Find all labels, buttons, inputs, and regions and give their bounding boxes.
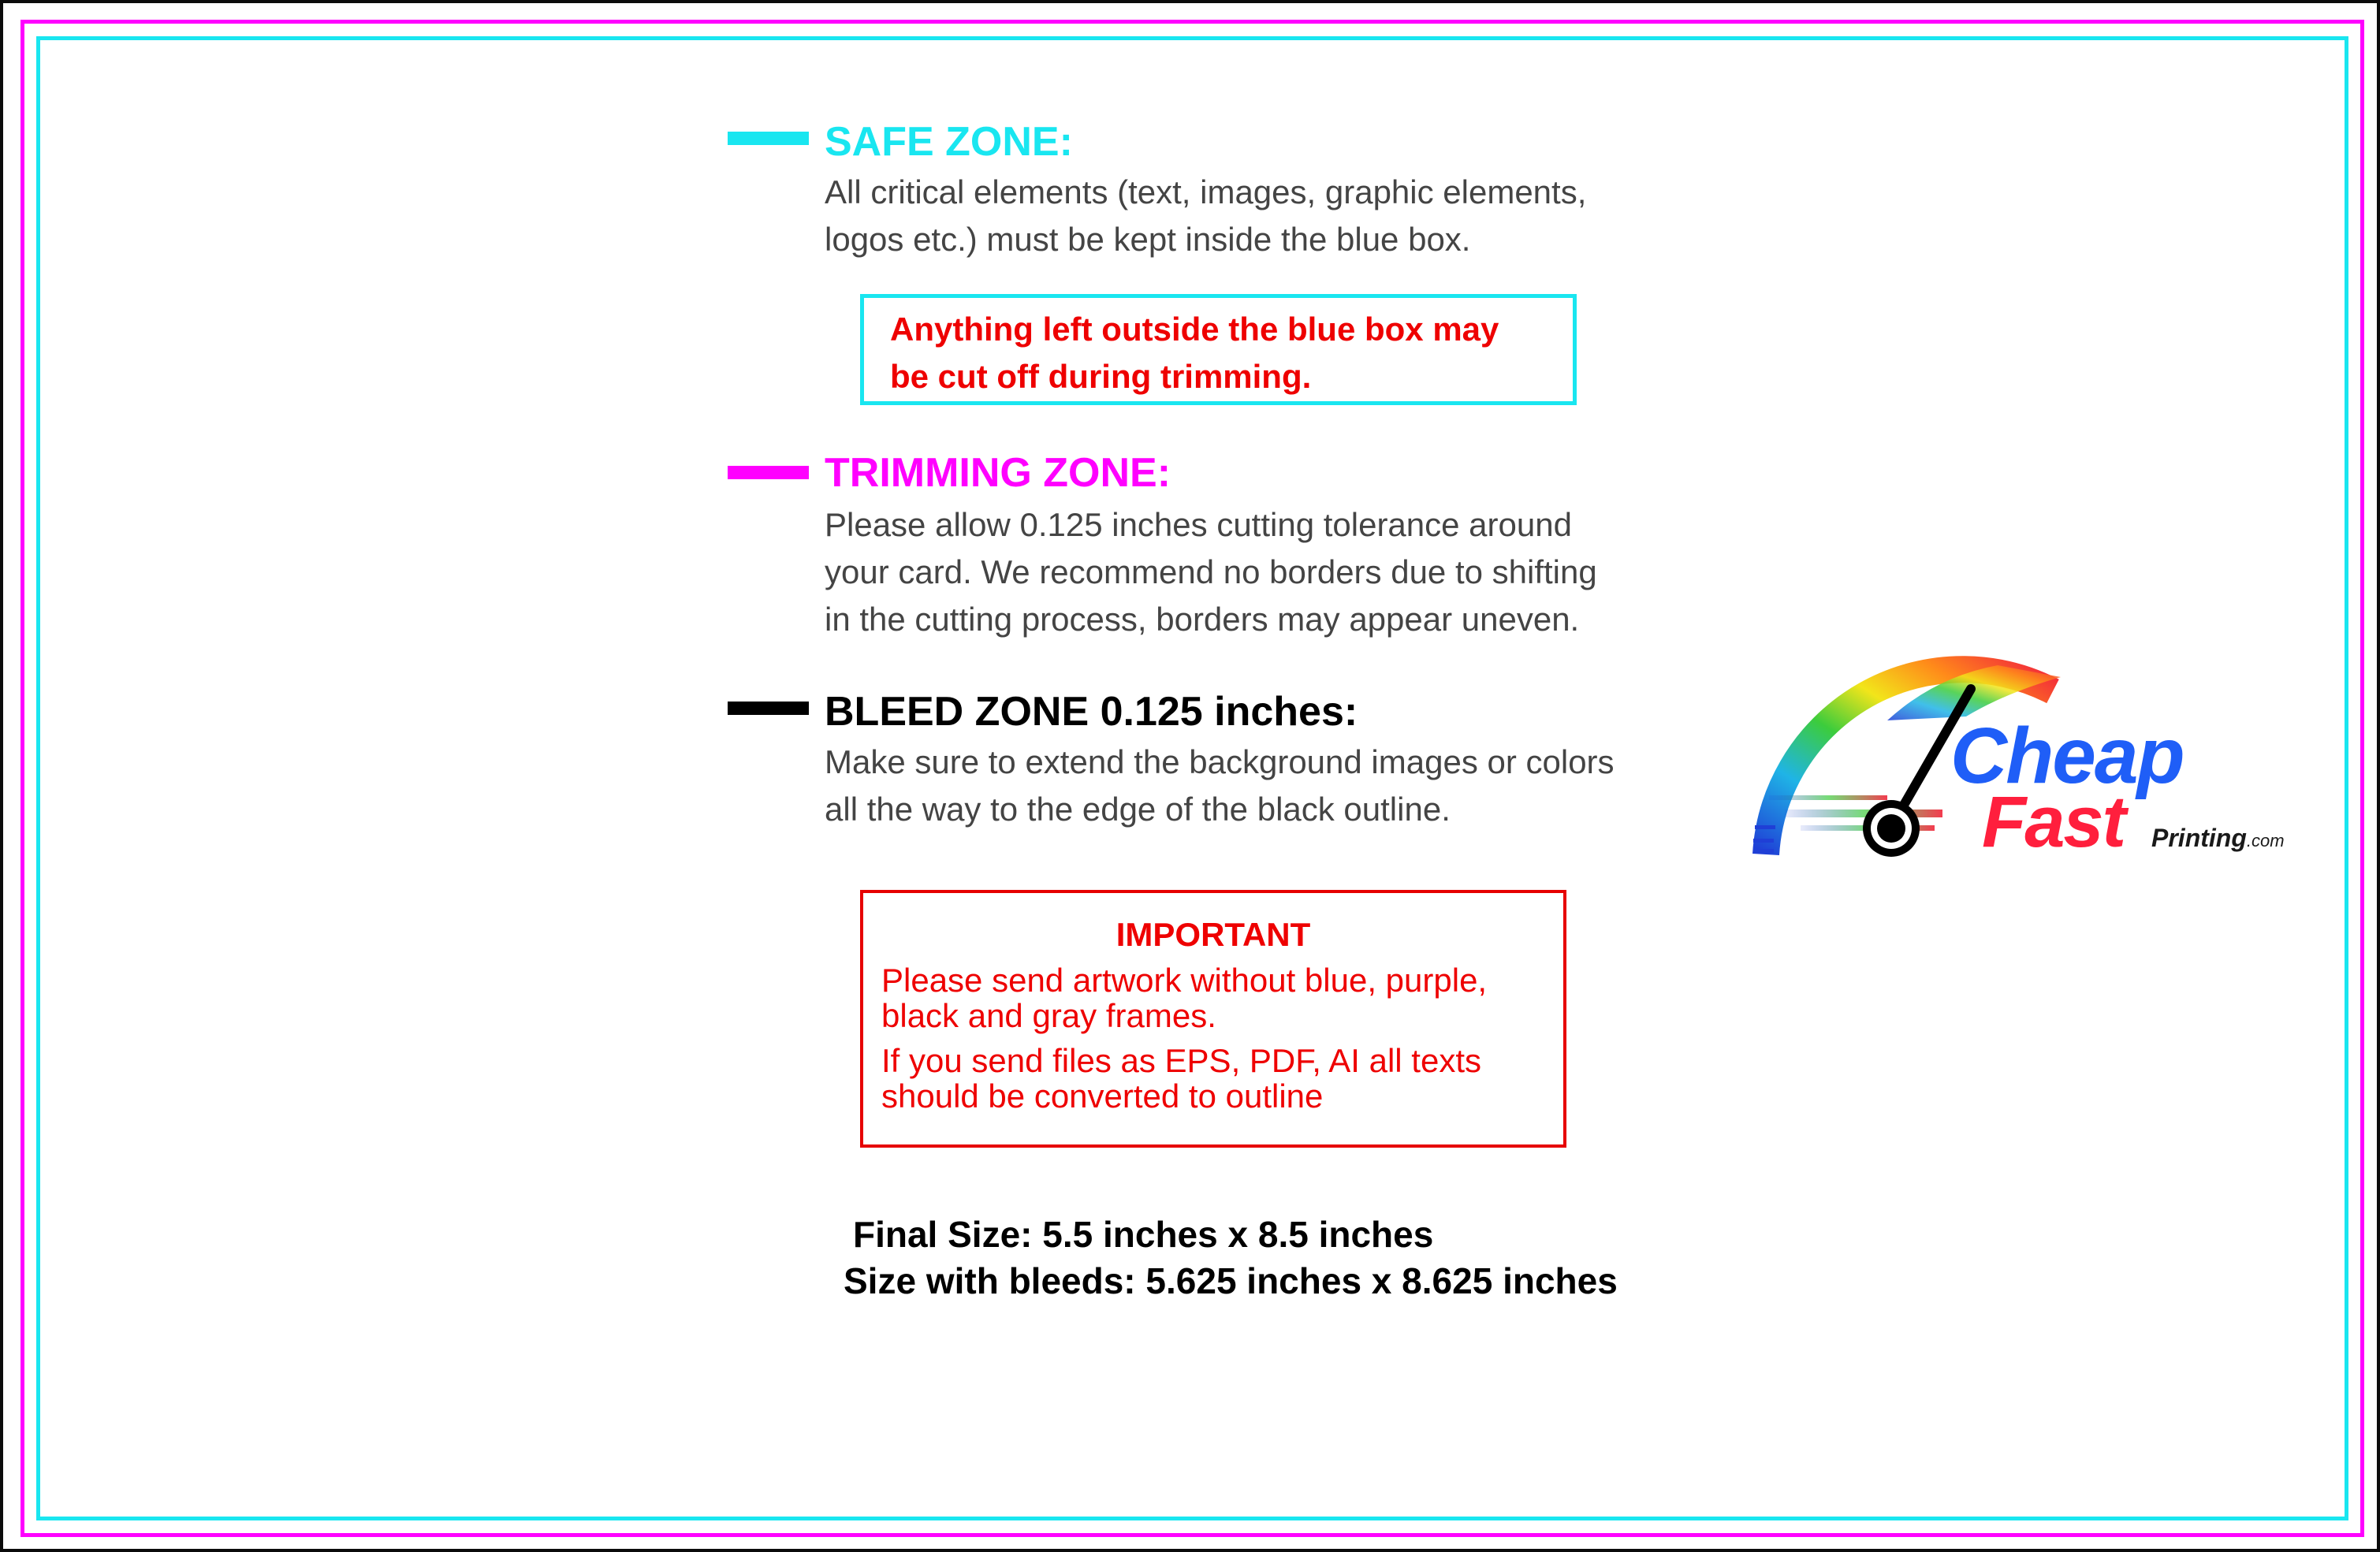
logo-domain-suffix: .com — [2246, 831, 2285, 850]
important-paragraph — [881, 1043, 1481, 1114]
logo-word-fast: Fast — [1982, 782, 2125, 862]
important-line: Please send artwork without blue, purple, — [881, 962, 1488, 999]
logo-word-cheap: Cheap — [1950, 712, 2184, 800]
trimming-zone-description — [825, 501, 1597, 643]
important-line: should be converted to outline — [881, 1077, 1324, 1115]
logo-printing-text: Printing — [2151, 824, 2247, 852]
logo-word-printing — [2151, 825, 2285, 850]
important-title: IMPORTANT — [1116, 916, 1311, 953]
trimming-zone-line: your card. We recommend no borders due to shifting — [825, 553, 1597, 590]
warning-line: Anything left outside the blue box may — [890, 311, 1499, 348]
safe-zone-description — [825, 169, 1586, 263]
bleed-zone-description — [825, 739, 1615, 833]
safe-zone-swatch — [728, 132, 809, 145]
important-paragraph — [881, 962, 1487, 1033]
trimming-zone-heading: TRIMMING ZONE: — [825, 450, 1171, 496]
print-template-canvas — [3, 3, 2377, 1549]
trimming-zone-line: in the cutting process, borders may appear uneven. — [825, 601, 1580, 638]
safe-zone-line: logos etc.) must be kept inside the blue box. — [825, 221, 1471, 258]
important-line: black and gray frames. — [881, 997, 1216, 1034]
bleed-zone-swatch — [728, 702, 809, 715]
trimming-zone-line: Please allow 0.125 inches cutting tolerance around — [825, 506, 1572, 543]
important-line: If you send files as EPS, PDF, AI all texts — [881, 1042, 1482, 1079]
bleed-zone-line: all the way to the edge of the black outline. — [825, 791, 1451, 828]
bleed-zone-heading: BLEED ZONE 0.125 inches: — [825, 689, 1358, 735]
trimming-zone-swatch — [728, 466, 809, 479]
cheapfastprinting-logo — [1738, 646, 2305, 882]
safe-zone-heading: SAFE ZONE: — [825, 119, 1073, 165]
warning-line: be cut off during trimming. — [890, 358, 1312, 395]
important-notice-box — [860, 890, 1566, 1148]
bleed-zone-line: Make sure to extend the background images or colors — [825, 743, 1615, 780]
safe-zone-line: All critical elements (text, images, graphic elements, — [825, 173, 1587, 210]
final-size-text: Final Size: 5.5 inches x 8.5 inches — [853, 1214, 1434, 1255]
bleed-size-text: Size with bleeds: 5.625 inches x 8.625 inches — [844, 1260, 1618, 1301]
trim-warning-box — [860, 294, 1577, 405]
